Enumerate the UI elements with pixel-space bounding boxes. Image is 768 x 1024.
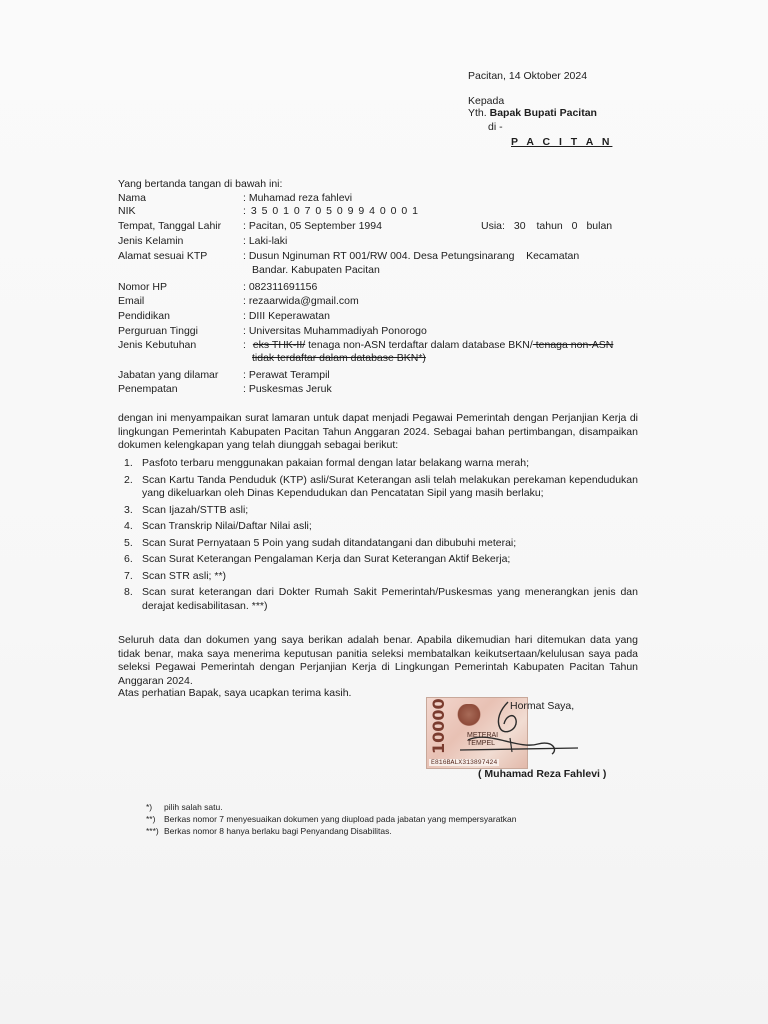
closing-paragraph: Seluruh data dan dokumen yang saya berikan adalah benar. Apabila dikemudian hari ditemukan data yang tidak benar, maka saya menerima keputusan panitia seleksi membatalkan keikutsertaan/kelulusan saya pada seleksi Pegawai Pemerintah dengan Perjanjian Kerja di Lingkungan Pemerintah Kabupaten Pacitan Tahun Anggaran 2024. [118,634,638,687]
stamp-value: 10000 [429,698,448,754]
field-value-kebutuhan [243,339,613,351]
list-item-text: Scan surat keterangan dari Dokter Rumah Sakit Pemerintah/Puskesmas yang menerangkan jenis dan derajat kedisabilitasan. ***) [142,586,638,612]
recipient-name: Bapak Bupati Pacitan [489,107,597,119]
list-item-number: 3. [124,503,133,516]
footnote-mark: ***) [146,826,159,836]
age-months: 0 [571,220,578,232]
field-value-pendidikan: : DIII Keperawatan [243,310,330,322]
recipient-prefix: Yth. [468,107,487,119]
footnote-1 [146,802,223,813]
field-label-nama: Nama [118,192,147,204]
field-label-kebutuhan: Jenis Kebutuhan [118,339,197,351]
field-label-hp: Nomor HP [118,281,168,293]
list-item-text: Scan Surat Pernyataan 5 Poin yang sudah ditandatangani dan dibubuhi meterai; [142,536,517,549]
list-item-number: 5. [124,536,133,549]
stamp-text-tempel: TEMPEL [467,740,496,747]
field-value-pt: : Universitas Muhammadiyah Ponorogo [243,325,427,337]
field-label-penempatan: Penempatan [118,383,178,395]
list-item-number: 1. [124,457,133,469]
document-list [118,457,638,616]
list-item [118,520,638,534]
list-item [118,570,638,584]
list-item-text: Scan Surat Keterangan Pengalaman Kerja dan Surat Keterangan Aktif Bekerja; [142,553,511,565]
field-label-jabatan: Jabatan yang dilamar [118,369,219,381]
field-label-email: Email [118,295,145,307]
list-item-text: Scan Ijazah/STTB asli; [142,503,249,516]
age-months-unit: bulan [586,220,613,232]
footnote-mark: *) [146,802,153,812]
field-value-jk: : Laki-laki [243,235,288,247]
kebutuhan-colon: : [243,339,246,351]
list-item [118,474,638,501]
list-item [118,586,638,613]
list-item [118,553,638,567]
field-value-ttl: : Pacitan, 05 September 1994 [243,220,382,232]
field-label-alamat: Alamat sesuai KTP [118,250,208,262]
age-info [481,220,612,233]
at-label: di - [488,121,503,133]
footnote-text: Berkas nomor 8 hanya berlaku bagi Penyandang Disabilitas. [164,826,392,836]
kebutuhan-struck-option-1: eks THK-II/ [252,339,306,351]
footnote-text: pilih salah satu. [164,802,223,812]
field-value-jabatan: : Perawat Terampil [243,369,330,381]
footnote-2 [146,814,517,825]
list-item-number: 6. [124,553,133,565]
recipient [468,107,597,120]
field-value-alamat-line2: Bandar. Kabupaten Pacitan [252,264,380,276]
list-item-text: Scan Kartu Tanda Penduduk (KTP) asli/Surat Keterangan asli telah melakukan perekaman kependudukan yang dikeluarkan oleh Dinas Kependudukan dan Pencatatan Sipil yang masih berlaku; [142,473,638,499]
field-label-pendidikan: Pendidikan [118,310,170,322]
closing-greeting: Hormat Saya, [510,700,575,712]
thanks-line: Atas perhatian Bapak, saya ucapkan terima kasih. [118,687,352,699]
kebutuhan-struck-line-2: tidak terdaftar dalam database BKN*) [252,352,426,364]
city-heading: P A C I T A N [511,136,613,148]
list-item [118,537,638,551]
age-years: 30 [513,220,526,232]
body-paragraph: dengan ini menyampaikan surat lamaran untuk dapat menjadi Pegawai Pemerintah dengan Perjanjian Kerja di lingkungan Pemerintah Kabupaten Pacitan Tahun Anggaran 2024. Sebagai bahan pertimbangan, disampaikan dokumen kelengkapan yang telah diunggah sebagai berikut: [118,412,638,451]
field-label-pt: Perguruan Tinggi [118,325,198,337]
list-item-text: Scan Transkrip Nilai/Daftar Nilai asli; [142,520,312,532]
list-item-number: 8. [124,586,133,598]
stamp-serial: E816BALX313897424 [431,759,498,766]
list-item-number: 2. [124,473,133,486]
list-item [118,457,638,471]
age-years-unit: tahun [536,220,563,232]
footnote-text: Berkas nomor 7 menyesuaikan dokumen yang diupload pada jabatan yang mempersyaratkan [164,814,517,824]
field-label-nik: NIK [118,205,136,217]
place-date: Pacitan, 14 Oktober 2024 [468,70,588,82]
field-label-jk: Jenis Kelamin [118,235,184,247]
intro-text: Yang bertanda tangan di bawah ini: [118,178,283,190]
field-value-alamat-line1: : Dusun Nginuman RT 001/RW 004. Desa Petungsinarang Kecamatan [243,250,580,262]
age-label: Usia: [481,220,505,232]
field-value-email: : rezaarwida@gmail.com [243,295,359,307]
signer-name: ( Muhamad Reza Fahlevi ) [478,768,607,780]
field-label-ttl: Tempat, Tanggal Lahir [118,220,222,232]
field-value-nama: : Muhamad reza fahlevi [243,192,353,204]
list-item-number: 4. [124,520,133,532]
list-item [118,504,638,518]
kebutuhan-struck-option-2: tenaga non-ASN [532,339,614,351]
list-item-number: 7. [124,569,133,582]
to-label: Kepada [468,95,505,107]
footnote-mark: **) [146,814,156,824]
stamp-text-meterai: METERAI [467,732,499,739]
field-value-penempatan: : Puskesmas Jeruk [243,383,332,395]
field-value-nik: : 3 5 0 1 0 7 0 5 0 9 9 4 0 0 0 1 [243,205,420,217]
field-value-hp: : 082311691156 [243,281,318,293]
footnote-3 [146,826,392,837]
kebutuhan-selected-option: tenaga non-ASN terdaftar dalam database BKN/ [305,339,533,351]
list-item-text: Pasfoto terbaru menggunakan pakaian formal dengan latar belakang warna merah; [142,457,529,469]
list-item-text: Scan STR asli; **) [142,569,227,582]
